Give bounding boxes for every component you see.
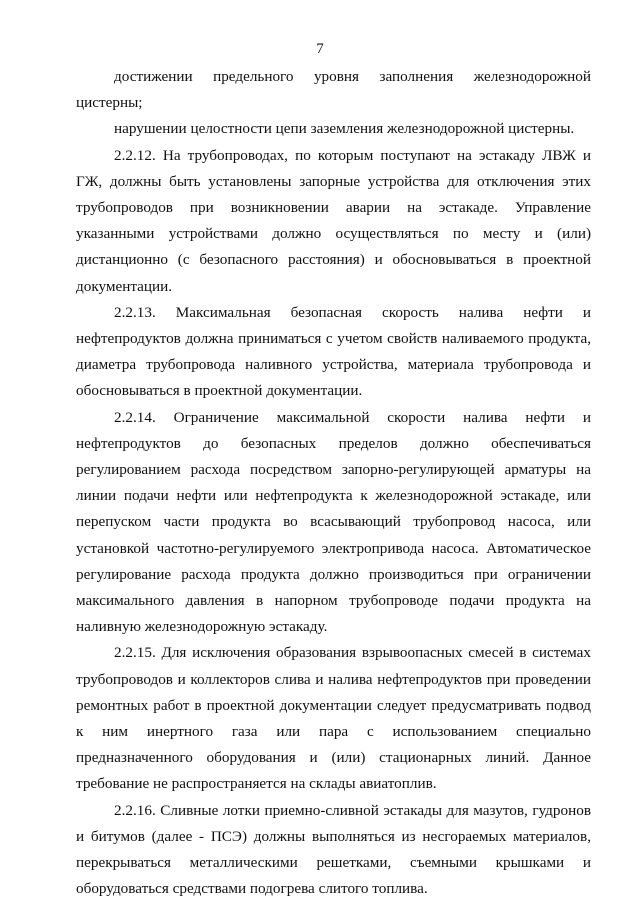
paragraph-clause-end-2: нарушении целостности цепи заземления железнодорожной цистерны.: [114, 120, 575, 138]
paragraph-2-2-13: 2.2.13. Максимальная безопасная скорость налива нефти и нефтепродуктов должна приниматься с учетом свойств наливаемого продукта, диаметра трубопровода наливного устройства, материала трубопровода и обосновываться в проектной документации.: [76, 303, 591, 400]
paragraph-2-2-15: 2.2.15. Для исключения образования взрывоопасных смесей в системах трубопроводов и коллекторов слива и налива нефтепродуктов при проведении ремонтных работ в проектной документации следует предусматривать подвод к ним инертного газа или пара с использованием специально предназначенного оборудования и (или) стационарных линий. Данное требование не распространяется на склады авиатоплив.: [76, 644, 591, 793]
page-number: 7: [316, 41, 324, 57]
document-body: [76, 64, 591, 903]
paragraph-2-2-16: 2.2.16. Сливные лотки приемно-сливной эстакады для мазутов, гудронов и битумов (далее - ПСЭ) должны выполняться из несгораемых материалов, перекрываться металлическими решетками, съемными крышками и оборудоваться средствами подогрева слитого топлива.: [76, 801, 591, 898]
paragraph-2-2-14: 2.2.14. Ограничение максимальной скорости налива нефти и нефтепродуктов до безопасных пределов должно обеспечиваться регулированием расхода посредством запорно-регулирующей арматуры на линии подачи нефти или нефтепродукта к железнодорожной эстакаде, или перепуском части продукта во всасывающий трубопровод насоса, или установкой частотно-регулируемого электропривода насоса. Автоматическое регулирование расхода продукта должно производиться при ограничении максимального давления в напорном трубопроводе подачи продукта на наливную железнодорожную эстакаду.: [76, 408, 591, 636]
paragraph-2-2-12: 2.2.12. На трубопроводах, по которым поступают на эстакаду ЛВЖ и ГЖ, должны быть установлены запорные устройства для отключения этих трубопроводов при возникновении аварии на эстакаде. Управление указанными устройствами должно осуществляться по месту и (или) дистанционно (с безопасного расстояния) и обосновываться в проектной документации.: [76, 146, 591, 295]
paragraph-clause-end-1: достижении предельного уровня заполнения железнодорожной цистерны;: [76, 68, 591, 112]
